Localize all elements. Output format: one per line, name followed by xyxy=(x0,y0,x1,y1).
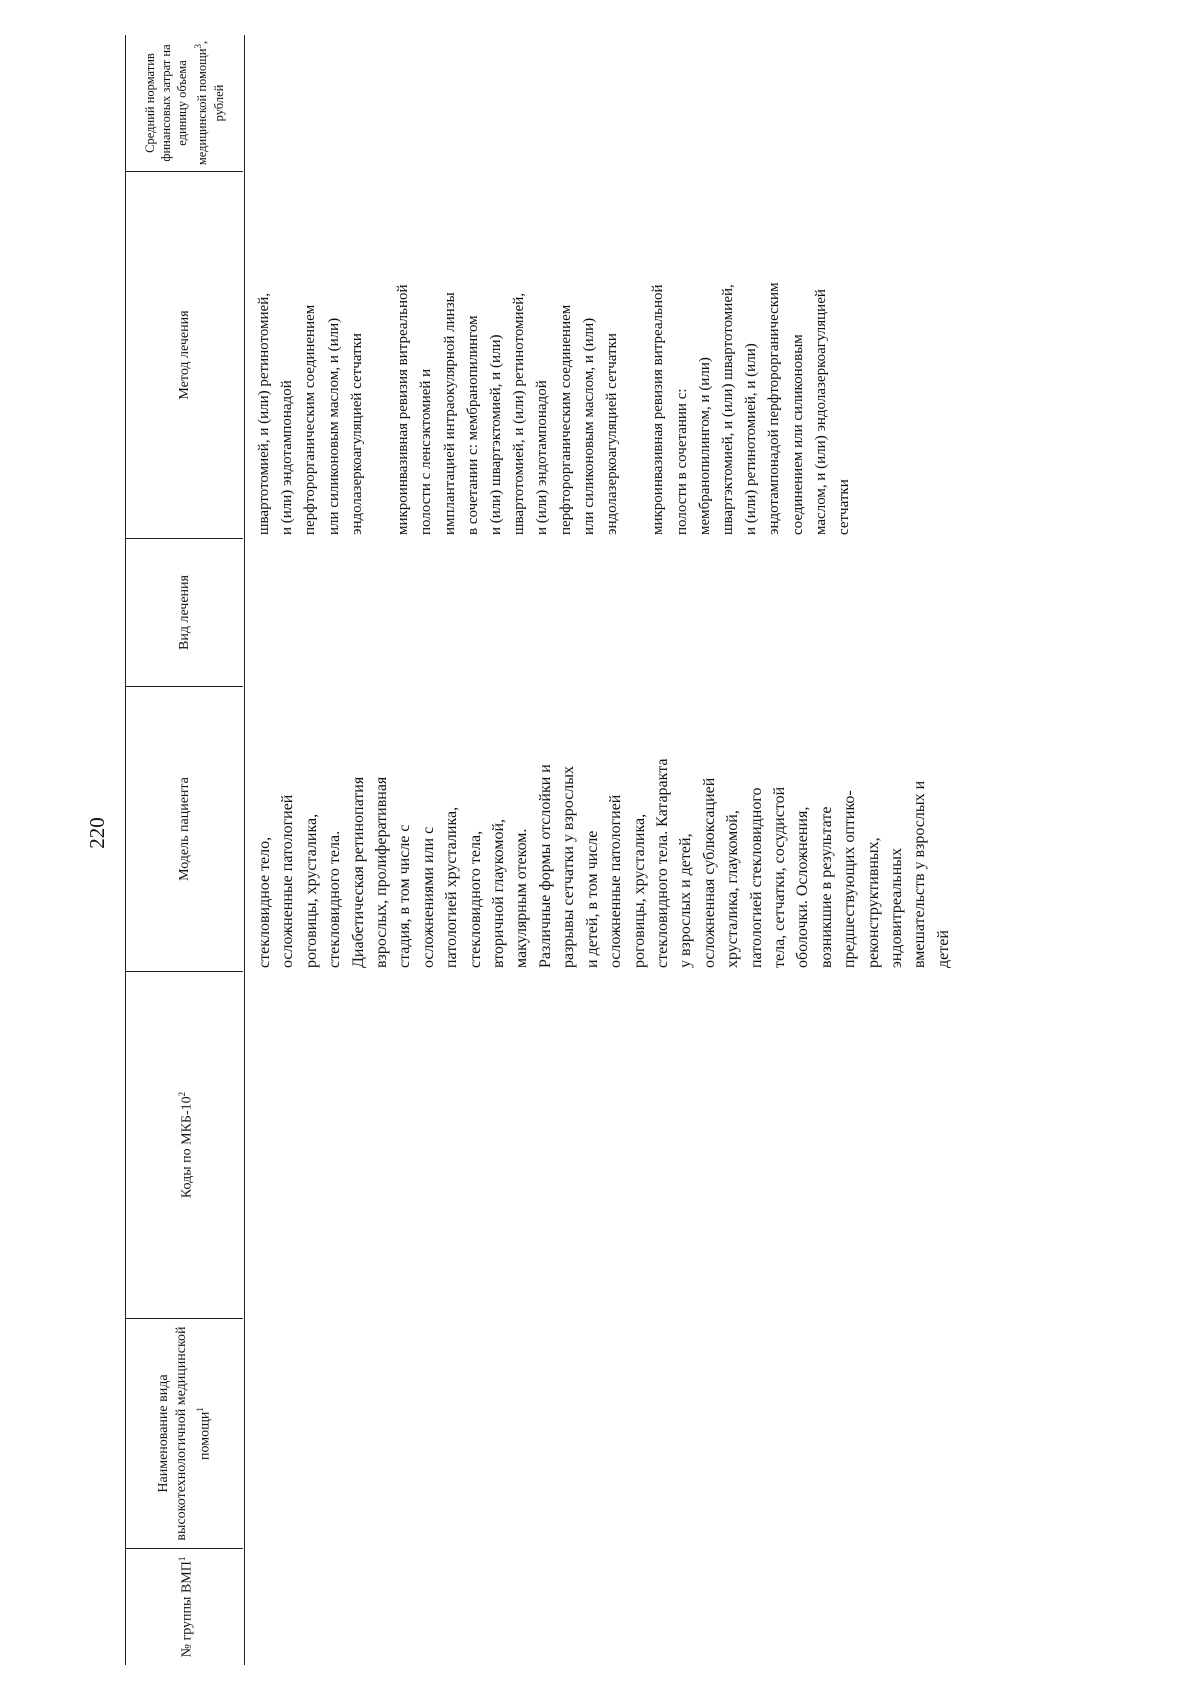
header-cost xyxy=(126,35,243,171)
header-treatment-method-text: Метод лечения xyxy=(176,310,192,400)
header-group-number xyxy=(126,1548,243,1665)
footnote-mark: 1 xyxy=(176,1556,187,1562)
footnote-mark: 2 xyxy=(176,1091,187,1097)
header-icd-codes xyxy=(126,971,243,1318)
header-treatment-method xyxy=(126,171,243,538)
footnote-mark: 1 xyxy=(194,1407,205,1412)
footnote-mark: 3 xyxy=(193,44,204,49)
header-cost-text: Средний норматив финансовых затрат на единицу объема медицинской помощи xyxy=(143,44,210,166)
header-patient-model xyxy=(126,686,243,971)
header-group-number-text: № группы ВМП xyxy=(179,1561,195,1658)
header-vmp-name-text: Наименование вида высокотехнологичной медицинской помощи xyxy=(155,1326,213,1541)
header-patient-model-text: Модель пациента xyxy=(176,777,192,881)
table-header-row xyxy=(125,35,245,1665)
treatment-method-cell: швартотомией, и (или) ретинотомией, и (или) эндотампонадой перфторорганическим соединением или силиконовым маслом, и (или) эндолазеркоагуляцией сетчатки микроинвазивная ревизия витреальной полости с ленсэктомией и имплантацией интраокулярной линзы в сочетании с: мембранопилингом и (или) швартэктомией, и (или) швартотомией, и (или) ретинотомией, и (или) эндотампонадой перфторорганическим соединением или силиконовым маслом, и (или) эндолазеркоагуляцией сетчатки микроинвазивная ревизия витреальной полости в сочетании с: мембранопилингом, и (или) швартэктомией, и (или) швартотомией, и (или) ретинотомией, и (или) эндотампонадой перфторорганическим соединением или силиконовым маслом, и (или) эндолазеркоагуляцией сетчатки xyxy=(256,282,853,535)
header-cost-suffix: , рублей xyxy=(195,40,226,122)
header-vmp-name xyxy=(126,1318,243,1548)
patient-model-cell: стекловидное тело, осложненные патологией роговицы, хрусталика, стекловидного тела. Диабетическая ретинопатия взрослых, пролиферативная стадия, в том числе с осложнениями или с патологией хрусталика, стекловидного тела, вторичной глаукомой, макулярным отеком. Различные формы отслойки и разрывы сетчатки у взрослых и детей, в том числе осложненные патологией роговицы, хрусталика, стекловидного тела. Катаракта у взрослых и детей, осложненная сублюксацией хрусталика, глаукомой, патологией стекловидного тела, сетчатки, сосудистой оболочки. Осложнения, возникшие в результате предшествующих оптико- реконструктивных, эндовитреальных вмешательств у взрослых и детей xyxy=(256,758,952,968)
header-icd-codes-text: Коды по МКБ-10 xyxy=(179,1096,195,1199)
header-treatment-type-text: Вид лечения xyxy=(176,575,192,650)
header-treatment-type xyxy=(126,538,243,686)
rotated-table xyxy=(125,35,1135,1665)
page-number: 220 xyxy=(85,817,109,849)
